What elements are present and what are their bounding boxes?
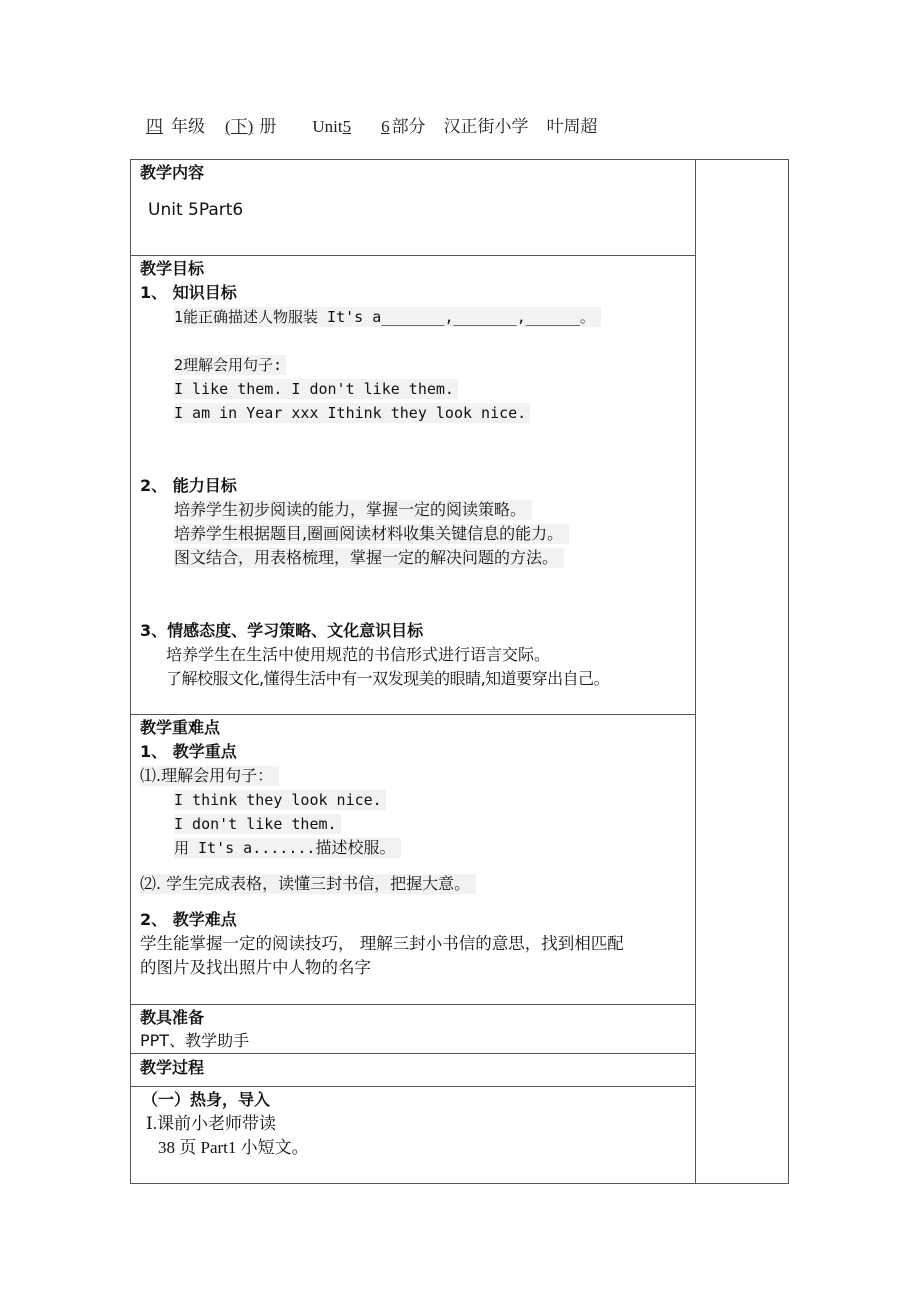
- tools-heading: 教具准备: [140, 1008, 205, 1027]
- volume-label: 册: [259, 117, 277, 136]
- school-name: 汉正街小学: [443, 117, 529, 136]
- difficulty-line-2: 的图片及找出照片中人物的名字: [140, 958, 371, 977]
- ability-line-3: 图文结合，用表格梳理，掌握一定的解决问题的方法。: [174, 548, 564, 568]
- difficulty-line-1: 学生能掌握一定的阅读技巧， 理解三封小书信的意思，找到相匹配: [140, 934, 624, 953]
- focus-sentence-1: I think they look nice.: [174, 790, 386, 810]
- part-number: 6: [381, 117, 390, 136]
- row-divider: [130, 714, 696, 715]
- ability-line-2: 培养学生根据题目,圈画阅读材料收集关键信息的能力。: [174, 524, 569, 544]
- table-column-divider: [695, 159, 696, 1184]
- unit-label: Unit: [312, 117, 343, 136]
- row-divider: [130, 255, 696, 256]
- process-step-1-sub: Ⅰ.课前小老师带读: [146, 1114, 276, 1133]
- knowledge-line-4: I am in Year xxx Ithink they look nice.: [174, 403, 530, 423]
- teacher-name: 叶周超: [546, 117, 598, 136]
- grade-value: 四: [146, 117, 163, 136]
- knowledge-line-1: 1能正确描述人物服装 It's a_______,_______,______。: [174, 307, 601, 327]
- ability-objective-title: 2、 能力目标: [140, 476, 237, 495]
- knowledge-line-3: I like them. I don't like them.: [174, 379, 458, 399]
- knowledge-line-2: 2理解会用句子:: [174, 355, 286, 375]
- content-value: Unit 5Part6: [148, 200, 244, 220]
- knowledge-objective-title: 1、 知识目标: [140, 283, 237, 302]
- unit-number: 5: [342, 117, 352, 136]
- part-label: 部分: [391, 117, 426, 136]
- emotion-objective-title: 3、情感态度、学习策略、文化意识目标: [140, 621, 424, 640]
- emotion-line-2: 了解校服文化,懂得生活中有一双发现美的眼睛,知道要穿出自己。: [166, 669, 610, 688]
- focus-title: 1、 教学重点: [140, 742, 237, 761]
- objectives-heading: 教学目标: [140, 259, 205, 278]
- content-heading: 教学内容: [140, 163, 205, 182]
- keypoints-heading: 教学重难点: [140, 718, 221, 737]
- term-value: (下): [225, 117, 254, 136]
- lesson-header: [138, 112, 598, 137]
- row-divider: [130, 1086, 696, 1087]
- emotion-line-1: 培养学生在生活中使用规范的书信形式进行语言交际。: [166, 645, 551, 664]
- row-divider: [130, 1004, 696, 1005]
- row-divider: [130, 1053, 696, 1054]
- process-step-1-detail: 38 页 Part1 小短文。: [158, 1138, 309, 1157]
- focus-sentence-3-suffix: 描述校服。: [315, 838, 396, 857]
- process-heading: 教学过程: [140, 1058, 205, 1077]
- ability-line-1: 培养学生初步阅读的能力，掌握一定的阅读策略。: [174, 500, 532, 520]
- difficulty-title: 2、 教学难点: [140, 910, 237, 929]
- grade-label: 年级: [171, 117, 205, 136]
- focus-sentence-3-prefix: 用 It's a.......: [174, 839, 316, 857]
- tools-value: PPT、教学助手: [140, 1031, 250, 1050]
- focus-item-1: ⑴.理解会用句子：: [140, 766, 279, 786]
- focus-sentence-3: [174, 838, 401, 858]
- process-step-1: （一）热身，导入: [142, 1090, 271, 1109]
- focus-item-2: ⑵. 学生完成表格，读懂三封书信，把握大意。: [140, 874, 476, 894]
- focus-sentence-2: I don't like them.: [174, 814, 341, 834]
